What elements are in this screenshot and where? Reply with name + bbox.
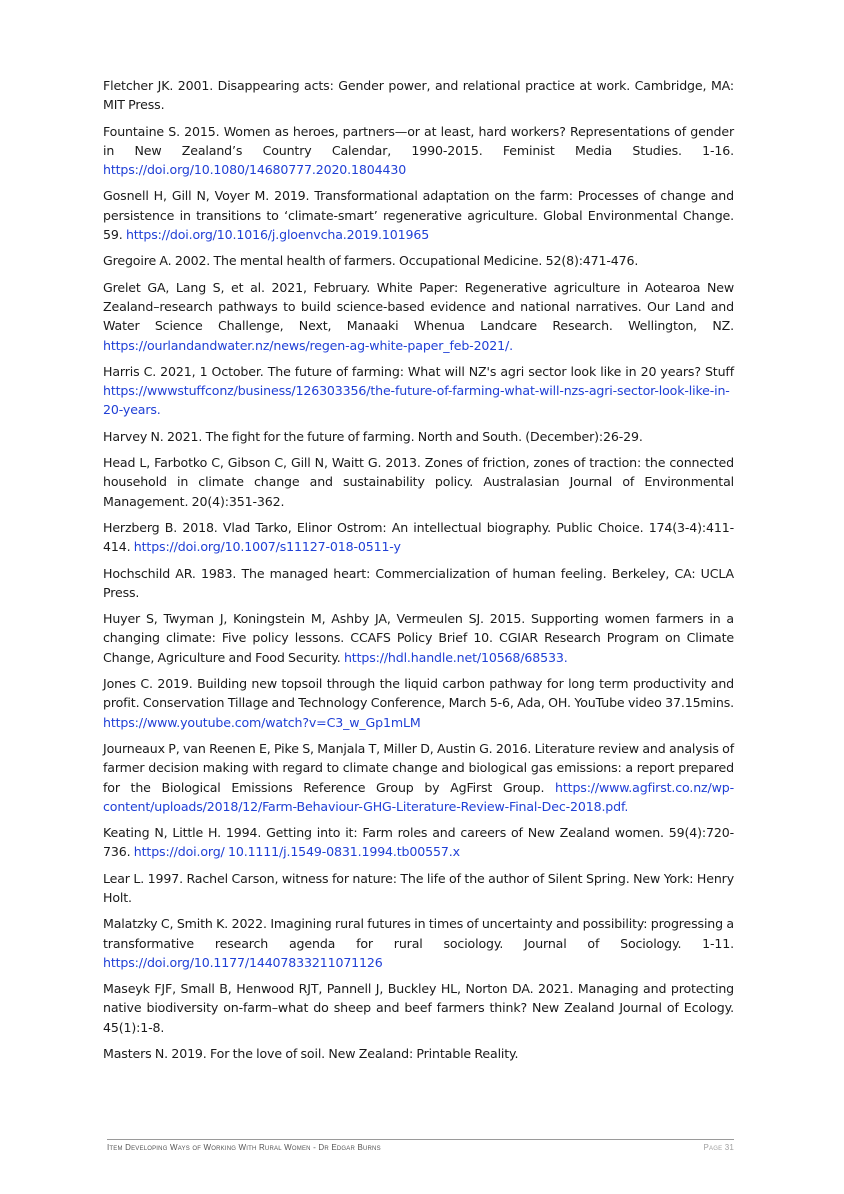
footer-title: Item Developing Ways of Working With Rural Women - Dr Edgar Burns — [107, 1143, 381, 1152]
reference-entry — [103, 739, 734, 816]
reference-link[interactable]: https://wwwstuffconz/business/126303356/the-future-of-farming-what-will-nzs-agri-sector-look-like-in-20-years. — [103, 383, 730, 418]
reference-text: Herzberg B. 2018. Vlad Tarko, Elinor Ostrom: An intellectual biography. Public Choice. 174(3-4):411-414. — [103, 519, 734, 555]
reference-link[interactable]: https://doi.org/ 10.1111/j.1549-0831.1994.tb00557.x — [133, 844, 460, 860]
reference-entry — [103, 278, 734, 355]
reference-text: Masters N. 2019. For the love of soil. New Zealand: Printable Reality. — [103, 1046, 519, 1062]
reference-link[interactable]: https://doi.org/10.1080/14680777.2020.1804430 — [103, 162, 407, 178]
reference-text: Maseyk FJF, Small B, Henwood RJT, Pannell J, Buckley HL, Norton DA. 2021. Managing and protecting native biodiversity on-farm–what do sheep and beef farmers think? New Zealand Journal of Ecology. 45(1):1-8. — [103, 981, 734, 1035]
reference-entry — [103, 979, 734, 1037]
reference-entry — [103, 564, 734, 603]
reference-entry — [103, 362, 734, 420]
reference-entry — [103, 674, 734, 732]
reference-entry — [103, 869, 734, 908]
page-number: Page 31 — [703, 1143, 734, 1152]
reference-text: Jones C. 2019. Building new topsoil through the liquid carbon pathway for long term productivity and profit. Conservation Tillage and Technology Conference, March 5-6, Ada, OH. YouTube video 37.15mins. — [103, 676, 734, 711]
reference-entry — [103, 122, 734, 180]
reference-link[interactable]: https://hdl.handle.net/10568/68533. — [343, 649, 568, 665]
reference-entry — [103, 76, 734, 115]
reference-link[interactable]: https://ourlandandwater.nz/news/regen-ag-white-paper_feb-2021/. — [103, 337, 513, 353]
reference-entry — [103, 609, 734, 667]
reference-text: Keating N, Little H. 1994. Getting into it: Farm roles and careers of New Zealand women. 59(4):720-736. — [103, 825, 734, 860]
reference-text: Harvey N. 2021. The fight for the future of farming. North and South. (December):26-29. — [103, 428, 643, 444]
reference-text: Gosnell H, Gill N, Voyer M. 2019. Transformational adaptation on the farm: Processes of change and persistence in transitions to ‘climate-smart’ regenerative agriculture. Global Environmental Change. 59. — [103, 188, 734, 243]
reference-text: Huyer S, Twyman J, Koningstein M, Ashby JA, Vermeulen SJ. 2015. Supporting women farmers in a changing climate: Five policy lessons. CCAFS Policy Brief 10. CGIAR Research Program on Climate Change, Agriculture and Food Security. — [103, 611, 734, 665]
reference-text: Lear L. 1997. Rachel Carson, witness for nature: The life of the author of Silent Spring. New York: Henry Holt. — [103, 870, 734, 905]
reference-entry — [103, 1044, 734, 1063]
reference-link[interactable]: https://www.youtube.com/watch?v=C3_w_Gp1mLM — [103, 714, 421, 730]
reference-link[interactable]: https://www.agfirst.co.nz/wp-content/uploads/2018/12/Farm-Behaviour-GHG-Literature-Review-Final-Dec-2018.pdf. — [103, 779, 734, 814]
reference-text: Harris C. 2021, 1 October. The future of farming: What will NZ's agri sector look like in 20 years? Stuff — [103, 363, 734, 379]
reference-entry — [103, 186, 734, 244]
reference-text: Head L, Farbotko C, Gibson C, Gill N, Waitt G. 2013. Zones of friction, zones of traction: the connected household in climate change and sustainability policy. Australasian Journal of Environmental Management. 20(4):351-362. — [103, 455, 734, 509]
reference-entry — [103, 251, 734, 270]
reference-text: Fletcher JK. 2001. Disappearing acts: Gender power, and relational practice at work. Cambridge, MA: MIT Press. — [103, 78, 734, 113]
page-footer — [107, 1139, 734, 1152]
reference-entry — [103, 453, 734, 511]
reference-entry — [103, 914, 734, 972]
reference-link[interactable]: https://doi.org/10.1177/14407833211071126 — [103, 954, 383, 970]
reference-link[interactable]: https://doi.org/10.1007/s11127-018-0511-y — [133, 539, 401, 555]
reference-text: Gregoire A. 2002. The mental health of farmers. Occupational Medicine. 52(8):471-476. — [103, 253, 639, 269]
reference-text: Journeaux P, van Reenen E, Pike S, Manjala T, Miller D, Austin G. 2016. Literature review and analysis of farmer decision making with regard to climate change and biological gas emissions: a report prepared for the Biological Emissions Reference Group by AgFirst Group. — [103, 740, 734, 795]
reference-entry — [103, 823, 734, 862]
reference-text: Fountaine S. 2015. Women as heroes, partners—or at least, hard workers? Representations of gender in New Zealand’s Country Calendar, 1990-2015. Feminist Media Studies. 1-16. — [103, 123, 734, 158]
reference-text: Malatzky C, Smith K. 2022. Imagining rural futures in times of uncertainty and possibility: progressing a transformative research agenda for rural sociology. Journal of Sociology. 1-11. — [103, 916, 734, 951]
reference-link[interactable]: https://doi.org/10.1016/j.gloenvcha.2019.101965 — [125, 227, 430, 243]
reference-text: Grelet GA, Lang S, et al. 2021, February. White Paper: Regenerative agriculture in Aotearoa New Zealand–research pathways to build science-based evidence and national narratives. Our Land and Water Science Challenge, Next, Manaaki Whenua Landcare Research. Wellington, NZ. — [103, 279, 734, 334]
reference-text: Hochschild AR. 1983. The managed heart: Commercialization of human feeling. Berkeley, CA: UCLA Press. — [103, 565, 734, 600]
reference-list — [103, 76, 734, 1070]
reference-entry — [103, 427, 734, 446]
reference-entry — [103, 518, 734, 557]
